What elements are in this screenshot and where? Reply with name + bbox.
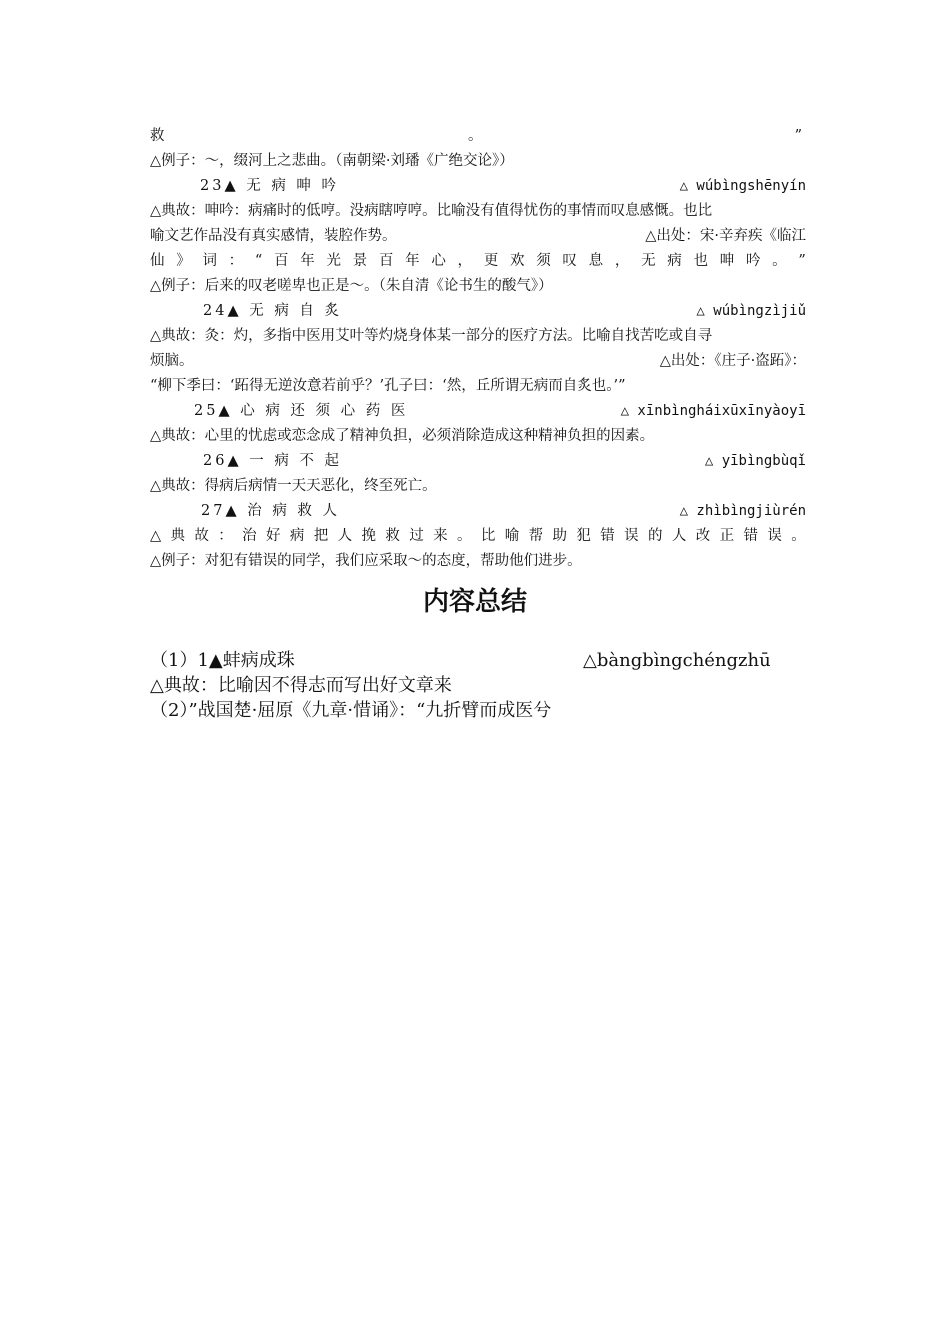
text-char: ： xyxy=(228,253,244,269)
text-char: 。 xyxy=(457,528,472,544)
text-char: 误 xyxy=(624,528,639,544)
text-char: 病 xyxy=(667,253,682,269)
text-char: 息 xyxy=(588,253,604,269)
text-fragment: 。 xyxy=(468,128,483,144)
text-char: 须 xyxy=(536,253,551,269)
text-char: 误 xyxy=(767,528,782,544)
text-char: 呻 xyxy=(719,253,735,269)
text-char: 年 xyxy=(405,253,420,269)
text-char: 犯 xyxy=(576,528,591,544)
entry-pinyin: △ wúbìngshēnyín xyxy=(679,178,806,194)
text-line xyxy=(150,226,806,246)
text-line xyxy=(150,126,806,146)
text-char: 故 xyxy=(194,528,209,544)
text-char: 错 xyxy=(743,528,759,544)
text-char: 助 xyxy=(552,528,568,544)
example-line: △例子：～，缀河上之悲曲。（南朝梁·刘璠《广绝交论》） xyxy=(150,153,514,169)
text-char: 仙 xyxy=(150,253,165,269)
text-char: 人 xyxy=(337,528,353,544)
source-fragment: △出处：《庄子·盗跖》： xyxy=(659,353,806,369)
text-char: ： xyxy=(218,528,233,544)
entry-pinyin: △ wúbìngzìjiǔ xyxy=(696,303,806,319)
text-char: 》 xyxy=(176,253,191,269)
text-char: “ xyxy=(254,253,263,269)
text-char: 来 xyxy=(433,528,448,544)
text-char: 无 xyxy=(641,253,656,269)
text-char: 比 xyxy=(480,528,496,544)
text-char: △ xyxy=(150,528,162,544)
text-char: 心 xyxy=(431,253,446,269)
example-line: △例子：后来的叹老嗟卑也正是～。（朱自清《论书生的酸气》） xyxy=(150,278,553,294)
allusion-line: △典故：心里的忧虑或恋念成了精神负担，必须消除造成这种精神负担的因素。 xyxy=(150,428,655,444)
quote-line: “柳下季曰：‘跖得无逆汝意若前乎？’孔子曰：‘然，丘所谓无病而自炙也。’” xyxy=(150,378,626,394)
text-char: 叹 xyxy=(562,253,577,269)
entry-heading: 24▲ 无 病 自 炙 xyxy=(203,303,343,319)
allusion-line xyxy=(150,526,806,546)
example-line: △例子：对犯有错误的同学，我们应采取～的态度，帮助他们进步。 xyxy=(150,553,582,569)
text-fragment: 救 xyxy=(150,128,165,144)
text-char: 错 xyxy=(600,528,615,544)
allusion-line: △典故：呻吟：病痛时的低哼。没病瞎哼哼。比喻没有值得忧伤的事情而叹息感慨。也比 xyxy=(150,203,713,219)
text-char: 百 xyxy=(378,253,394,269)
text-char: 欢 xyxy=(509,253,525,269)
text-char: 词 xyxy=(202,253,217,269)
entry-pinyin: △ xīnbìngháixūxīnyàoyī xyxy=(620,403,806,419)
entry-pinyin: △ zhìbìngjiùrén xyxy=(679,503,806,519)
quote-line xyxy=(150,251,806,271)
summary-title: 内容总结 xyxy=(422,587,527,617)
summary-item-2: （2）”战国楚·屈原《九章·惜诵》：“九折臂而成医兮 xyxy=(150,700,552,721)
text-char: 典 xyxy=(170,528,186,544)
entry-heading: 27▲ 治 病 救 人 xyxy=(201,503,341,519)
text-char: 把 xyxy=(313,528,329,544)
allusion-line: △典故：得病后病情一天天恶化，终至死亡。 xyxy=(150,478,437,494)
text-fragment: 烦脑。 xyxy=(150,353,194,369)
text-char: ” xyxy=(798,253,806,269)
entry-heading: 26▲ 一 病 不 起 xyxy=(203,453,343,469)
text-char: 好 xyxy=(266,528,281,544)
text-char: 帮 xyxy=(528,528,544,544)
text-char: 治 xyxy=(242,528,257,544)
text-char: 过 xyxy=(409,528,424,544)
text-char: 改 xyxy=(695,528,711,544)
text-char: 。 xyxy=(791,528,806,544)
text-fragment: ” xyxy=(794,128,802,144)
text-char: 景 xyxy=(352,253,368,269)
text-char: 救 xyxy=(385,528,400,544)
text-char: 喻 xyxy=(504,528,520,544)
text-char: 光 xyxy=(326,253,341,269)
summary-allusion: △典故：比喻因不得志而写出好文章来 xyxy=(150,675,452,696)
source-fragment: △出处：宋·辛弃疾《临江 xyxy=(645,228,806,244)
entry-pinyin: △ yībìngbùqǐ xyxy=(704,453,806,469)
text-char: 正 xyxy=(719,528,735,544)
text-char: 人 xyxy=(671,528,687,544)
text-char: 更 xyxy=(483,253,499,269)
text-char: ， xyxy=(457,253,473,269)
summary-item-1-pinyin: △bàngbìngchéngzhū xyxy=(583,650,771,671)
text-char: 也 xyxy=(693,253,709,269)
entry-heading: 25▲ 心 病 还 须 心 药 医 xyxy=(194,403,409,419)
text-char: ， xyxy=(614,253,630,269)
text-char: 吟 xyxy=(745,253,761,269)
entry-heading: 23▲ 无 病 呻 吟 xyxy=(200,178,340,194)
text-char: 挽 xyxy=(361,528,377,544)
allusion-line: △典故：灸：灼，多指中医用艾叶等灼烧身体某一部分的医疗方法。比喻自找苦吃或自寻 xyxy=(150,328,713,344)
text-char: 的 xyxy=(648,528,663,544)
text-char: 年 xyxy=(300,253,315,269)
text-char: 。 xyxy=(772,253,787,269)
text-char: 百 xyxy=(274,253,289,269)
text-char: 病 xyxy=(289,528,305,544)
text-line xyxy=(150,351,806,371)
text-fragment: 喻文艺作品没有真实感情，装腔作势。 xyxy=(150,228,397,244)
summary-item-1: （1）1▲蚌病成珠 xyxy=(150,650,295,671)
